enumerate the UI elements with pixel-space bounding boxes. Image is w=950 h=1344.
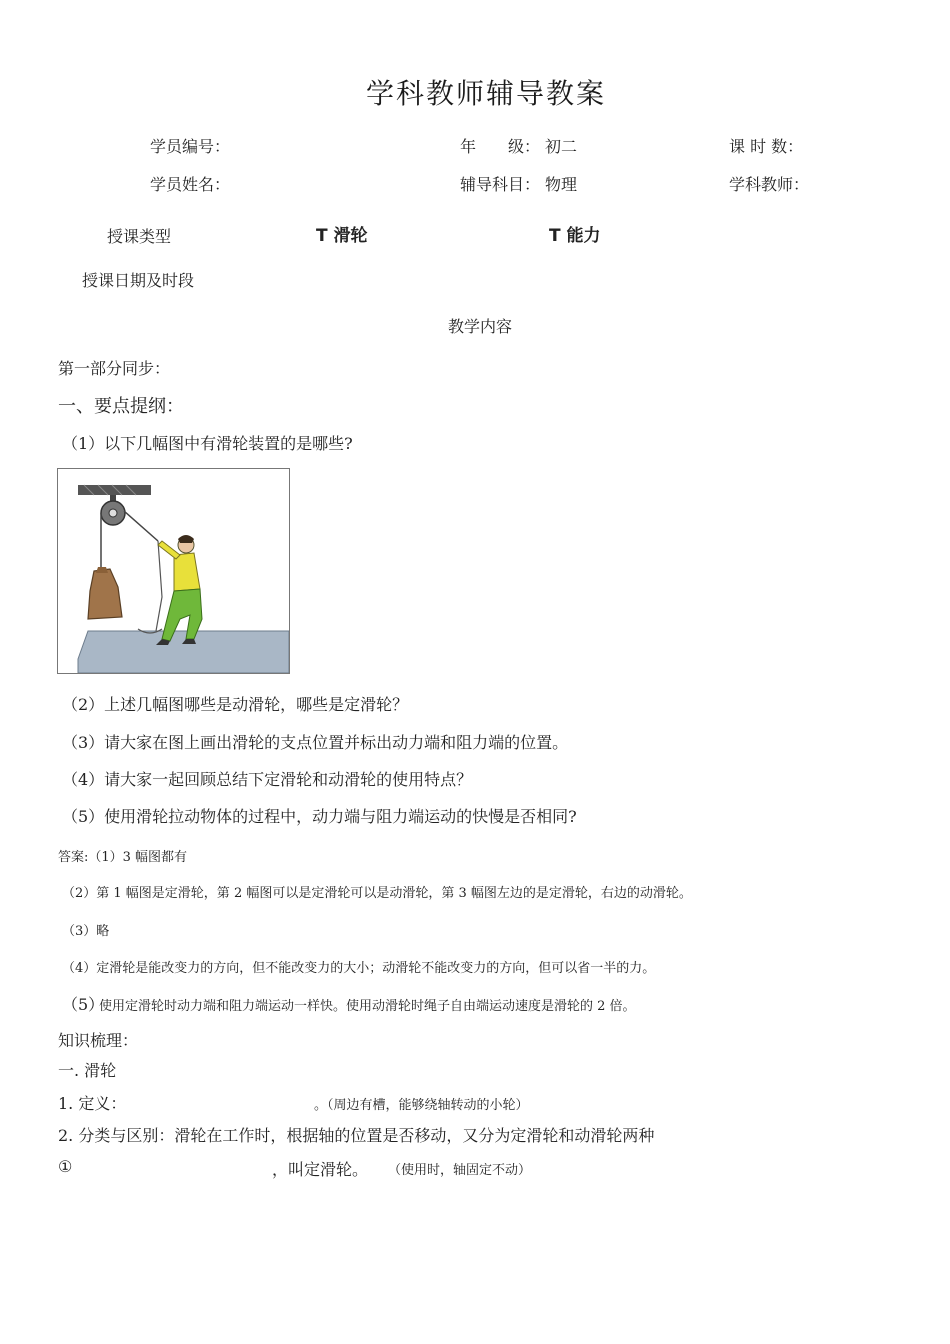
lesson-type-option-ability: T 能力 [549, 226, 601, 246]
answer-5-number: （5） [62, 995, 105, 1014]
content-heading: 教学内容 [448, 317, 513, 336]
knowledge-heading: 知识梳理： [58, 1031, 139, 1050]
question-2: （2）上述几幅图哪些是动滑轮，哪些是定滑轮？ [62, 695, 409, 714]
student-id-label: 学员编号： [150, 137, 231, 156]
date-label: 授课日期及时段 [82, 271, 195, 290]
item-1-text: ，叫定滑轮。 [272, 1160, 369, 1179]
fixed-pulley-illustration-icon [57, 468, 290, 674]
pulley-subheading: 一. 滑轮 [58, 1061, 117, 1080]
question-3: （3）请大家在图上画出滑轮的支点位置并标出动力端和阻力端的位置。 [62, 733, 569, 752]
question-1: （1）以下几幅图中有滑轮装置的是哪些? [62, 434, 353, 453]
item-1-note: （使用时，轴固定不动） [388, 1163, 532, 1178]
answer-5: 使用定滑轮时动力端和阻力端运动一样快。使用动滑轮时绳子自由端运动速度是滑轮的 2 倍。 [99, 999, 636, 1014]
answer-4: （4）定滑轮是能改变力的方向，但不能改变力的大小；动滑轮不能改变力的方向，但可以省一半的力。 [62, 961, 656, 976]
lesson-type-label: 授课类型 [107, 227, 172, 246]
item-1-number: ① [58, 1157, 73, 1176]
grade-label: 年 级： [460, 137, 541, 156]
subject-value: 物理 [545, 175, 578, 194]
answer-3: （3）略 [62, 924, 110, 939]
part1-heading: 第一部分同步： [58, 359, 171, 378]
question-4: （4）请大家一起回顾总结下定滑轮和动滑轮的使用特点？ [62, 770, 473, 789]
page-title: 学科教师辅导教案 [366, 77, 607, 110]
classification-text: 2. 分类与区别：滑轮在工作时，根据轴的位置是否移动，又分为定滑轮和动滑轮两种 [58, 1126, 655, 1145]
subject-label: 辅导科目： [460, 175, 541, 194]
definition-label: 1. 定义： [58, 1094, 127, 1113]
definition-note: 。（周边有槽，能够绕轴转动的小轮） [314, 1098, 529, 1113]
teacher-label: 学科教师： [729, 175, 810, 194]
grade-value: 初二 [545, 137, 578, 156]
lesson-type-option-pulley: T 滑轮 [316, 226, 368, 246]
section1-heading: 一、要点提纲： [58, 396, 184, 417]
answer-2: （2）第 1 幅图是定滑轮，第 2 幅图可以是定滑轮可以是动滑轮，第 3 幅图左边的是定滑轮，右边的动滑轮。 [62, 886, 692, 901]
answer-1: 答案:（1）3 幅图都有 [58, 850, 188, 865]
pulley-figure-svg [58, 469, 289, 673]
lesson-count-label: 课 时 数： [729, 137, 804, 156]
student-name-label: 学员姓名： [150, 175, 231, 194]
question-5: （5）使用滑轮拉动物体的过程中，动力端与阻力端运动的快慢是否相同? [62, 807, 577, 826]
